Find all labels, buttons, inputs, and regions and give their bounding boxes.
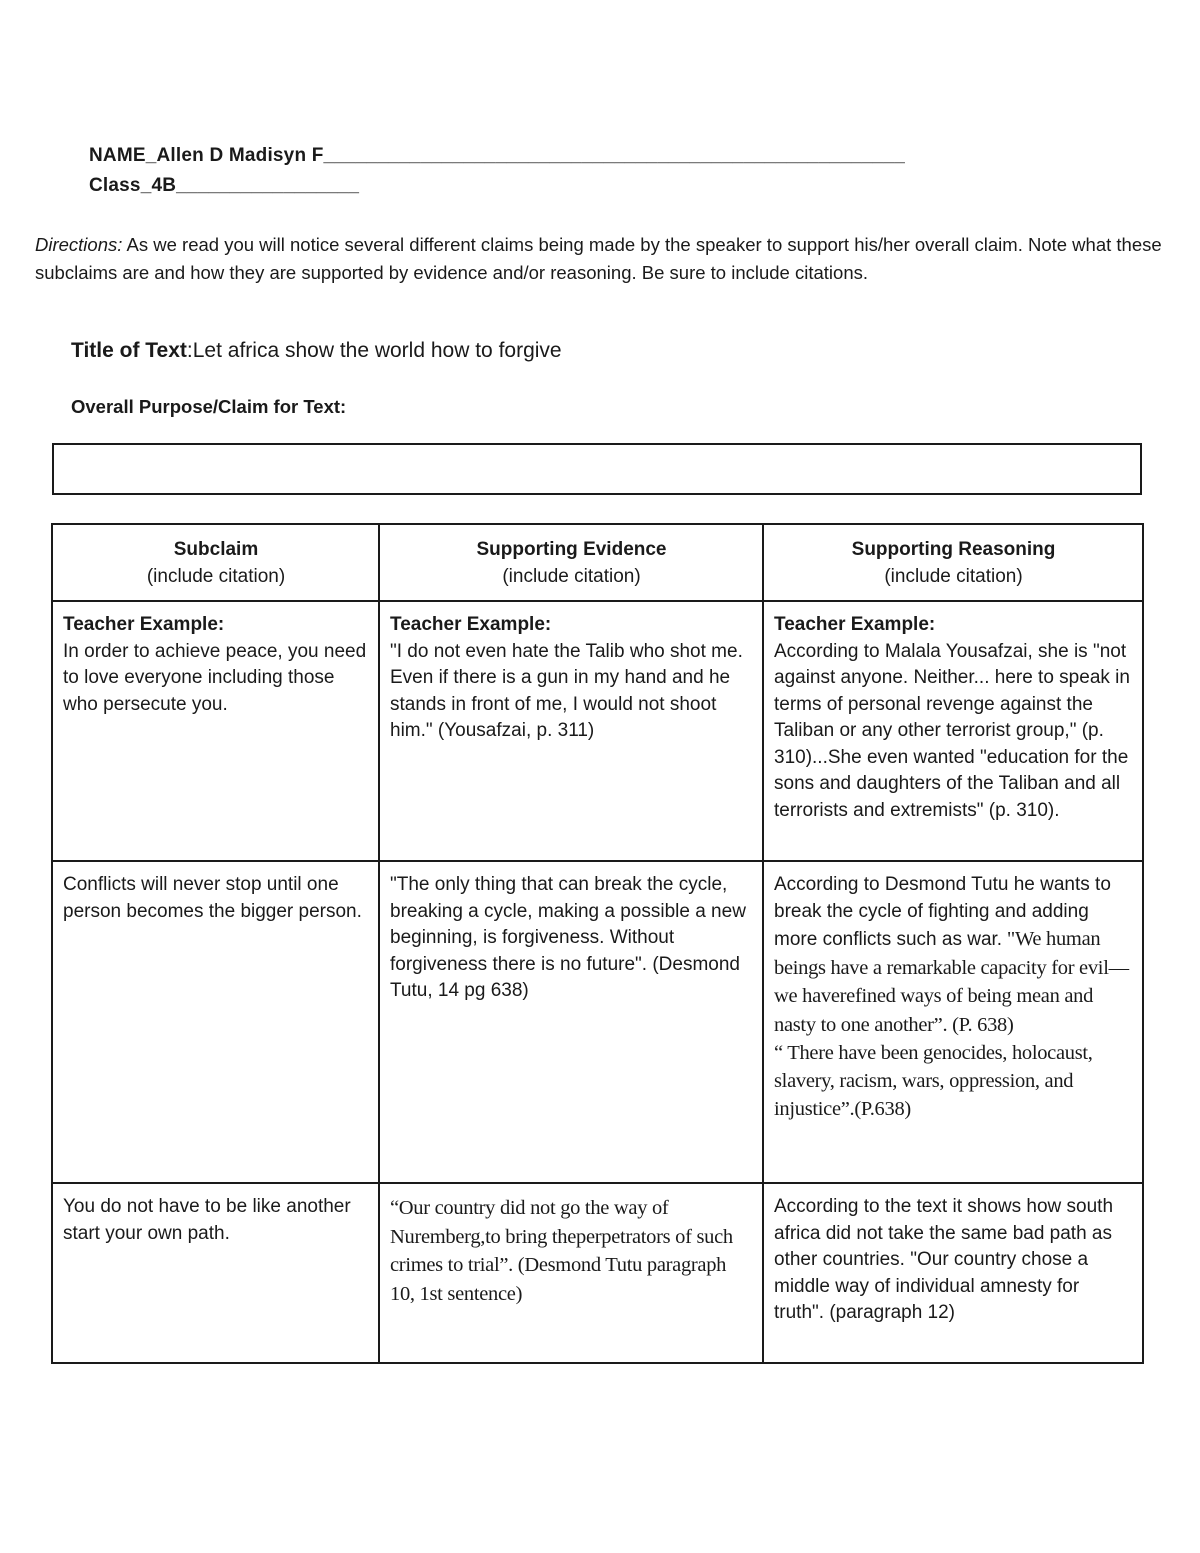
header-subclaim — [52, 524, 379, 601]
evidence-text: "The only thing that can break the cycle, breaking a cycle, making a possible a new beginning, is forgiveness. Without forgiveness there is no future". (Desmond Tutu, 14 pg 638) — [390, 874, 746, 1001]
teacher-example-label: Teacher Example: — [390, 614, 552, 635]
evidence-cell[interactable] — [379, 861, 763, 1183]
class-line: Class_4B_________________ — [89, 175, 360, 196]
evidence-text: “Our country did not go the way of Nuremberg,to bring theperpetrators of such crimes to trial”. (Desmond Tutu paragraph 10, 1st sentence) — [390, 1197, 733, 1305]
overall-purpose-label: Overall Purpose/Claim for Text: — [71, 396, 347, 417]
claims-table — [51, 523, 1144, 1364]
subclaim-cell[interactable] — [52, 1183, 379, 1363]
directions-text: As we read you will notice several different claims being made by the speaker to support his/her overall claim. Note what these subclaims are and how they are supported by evidence and/or reasoning. Be sure to include citations. — [35, 234, 1162, 283]
reasoning-quote-text: "We human beings have a remarkable capacity for evil—we haverefined ways of being mean and nasty to one another”. (P. 638) — [774, 928, 1129, 1036]
reasoning-cell[interactable] — [763, 861, 1143, 1183]
reasoning-text: According to the text it shows how south africa did not take the same bad path as other countries. "Our country chose a middle way of individual amnesty for truth". (paragraph 12) — [774, 1196, 1114, 1323]
header-subclaim-sub: (include citation) — [146, 565, 286, 587]
header-reasoning-sub: (include citation) — [884, 565, 1023, 587]
header-reasoning — [763, 524, 1143, 601]
subclaim-cell[interactable] — [52, 601, 379, 861]
title-of-text-label: Title of Text — [71, 339, 187, 362]
header-subclaim-name: Subclaim — [173, 539, 259, 560]
reasoning-cell[interactable] — [763, 601, 1143, 861]
subclaim-text: In order to achieve peace, you need to love everyone including those who persecute you. — [63, 640, 367, 715]
title-of-text — [71, 339, 562, 363]
subclaim-text: Conflicts will never stop until one person becomes the bigger person. — [63, 874, 362, 922]
directions — [35, 231, 1175, 287]
subclaim-text: You do not have to be like another start your own path. — [63, 1196, 351, 1244]
evidence-cell[interactable] — [379, 601, 763, 861]
header-evidence — [379, 524, 763, 601]
directions-label: Directions: — [35, 234, 123, 255]
name-line: NAME_Allen D Madisyn F______________________________________________________ — [89, 145, 905, 166]
evidence-cell[interactable] — [379, 1183, 763, 1363]
teacher-example-label: Teacher Example: — [774, 614, 936, 635]
overall-purpose-box[interactable] — [52, 443, 1142, 495]
title-of-text-value: :Let africa show the world how to forgive — [186, 339, 562, 362]
table-row — [52, 601, 1143, 861]
table-row — [52, 861, 1143, 1183]
reasoning-cell[interactable] — [763, 1183, 1143, 1363]
reasoning-text: According to Malala Yousafzai, she is "not against anyone. Neither... here to speak in terms of personal revenge against the Taliban or any other terrorist group," (p. 310)...She even wanted "education for the sons and daughters of the Taliban and all terrorists and extremists" (p. 310). — [774, 640, 1130, 821]
table-header-row — [52, 524, 1143, 601]
teacher-example-label: Teacher Example: — [63, 614, 225, 635]
header-evidence-name: Supporting Evidence — [476, 539, 667, 560]
evidence-text: "I do not even hate the Talib who shot me. Even if there is a gun in my hand and he stands in front of me, I would not shoot him." (Yousafzai, p. 311) — [390, 640, 743, 741]
subclaim-cell[interactable] — [52, 861, 379, 1183]
reasoning-quote-text: “ There have been genocides, holocaust, slavery, racism, wars, oppression, and injustice”.(P.638) — [774, 1042, 1093, 1120]
header-reasoning-name: Supporting Reasoning — [851, 539, 1056, 560]
reasoning-intro-text: According to Desmond Tutu he wants to break the cycle of fighting and adding more conflicts such as war. — [774, 874, 1111, 950]
header-evidence-sub: (include citation) — [502, 565, 641, 587]
table-row — [52, 1183, 1143, 1363]
